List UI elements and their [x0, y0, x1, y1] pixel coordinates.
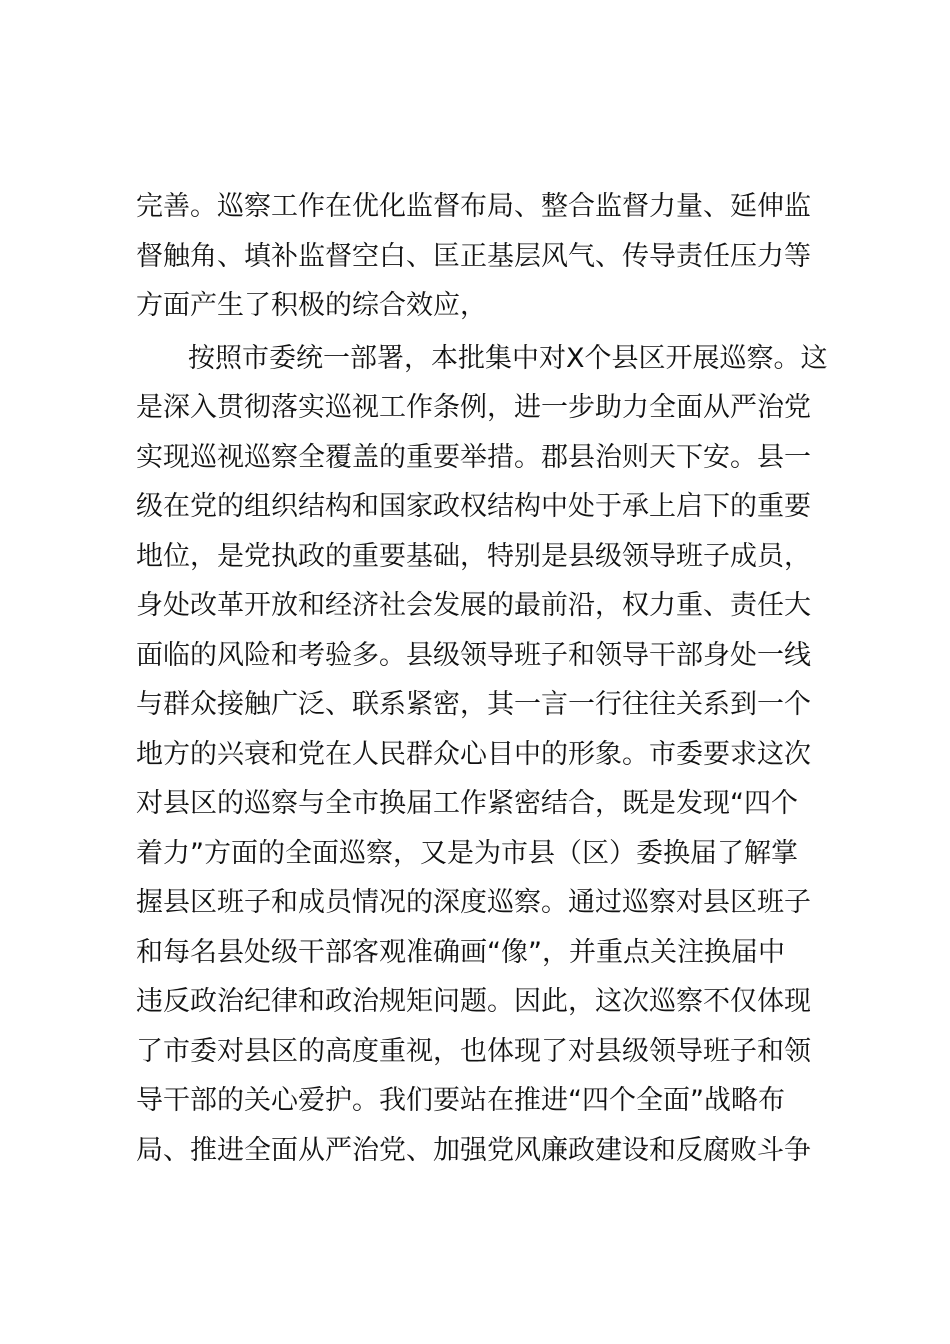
text-line: 着力”方面的全面巡察，又是为市县（区）委换届了解掌 [136, 837, 798, 869]
text-line: 方面产生了积极的综合效应， [136, 290, 487, 321]
text-line: 局、推进全面从严治党、加强党风廉政建设和反腐败斗争 [136, 1134, 811, 1166]
text-line: 违反政治纪律和政治规矩问题。因此，这次巡察不仅体现 [136, 986, 811, 1017]
text-line: 身处改革开放和经济社会发展的最前沿，权力重、责任大 [136, 590, 811, 621]
text-line: 督触角、填补监督空白、匡正基层风气、传导责任压力等 [136, 240, 811, 272]
text-line: 面临的风险和考验多。县级领导班子和领导干部身处一线 [136, 639, 811, 671]
text-line: 地方的兴衰和党在人民群众心目中的形象。市委要求这次 [136, 738, 811, 770]
text-line: 对县区的巡察与全市换届工作紧密结合，既是发现“四个 [136, 788, 798, 819]
text-line: 握县区班子和成员情况的深度巡察。通过巡察对县区班子 [136, 887, 811, 918]
text-line: 和每名县处级干部客观准确画“像”，并重点关注换届中 [136, 936, 785, 968]
text-line: 级在党的组织结构和国家政权结构中处于承上启下的重要 [136, 491, 811, 522]
text-line: 实现巡视巡察全覆盖的重要举措。郡县治则天下安。县一 [136, 441, 811, 473]
text-line: 了市委对县区的高度重视，也体现了对县级领导班子和领 [136, 1035, 811, 1067]
text-line: 完善。巡察工作在优化监督布局、整合监督力量、延伸监 [136, 191, 811, 222]
text-line: 导干部的关心爱护。我们要站在推进“四个全面”战略布 [136, 1085, 785, 1116]
text-line: 按照市委统一部署，本批集中对X个县区开展巡察。这 [188, 342, 828, 374]
body-text [136, 182, 836, 1175]
text-line: 地位，是党执政的重要基础，特别是县级领导班子成员， [136, 540, 811, 572]
text-line: 与群众接触广泛、联系紧密，其一言一行往往关系到一个 [136, 689, 811, 720]
text-line: 是深入贯彻落实巡视工作条例，进一步助力全面从严治党 [136, 392, 811, 423]
